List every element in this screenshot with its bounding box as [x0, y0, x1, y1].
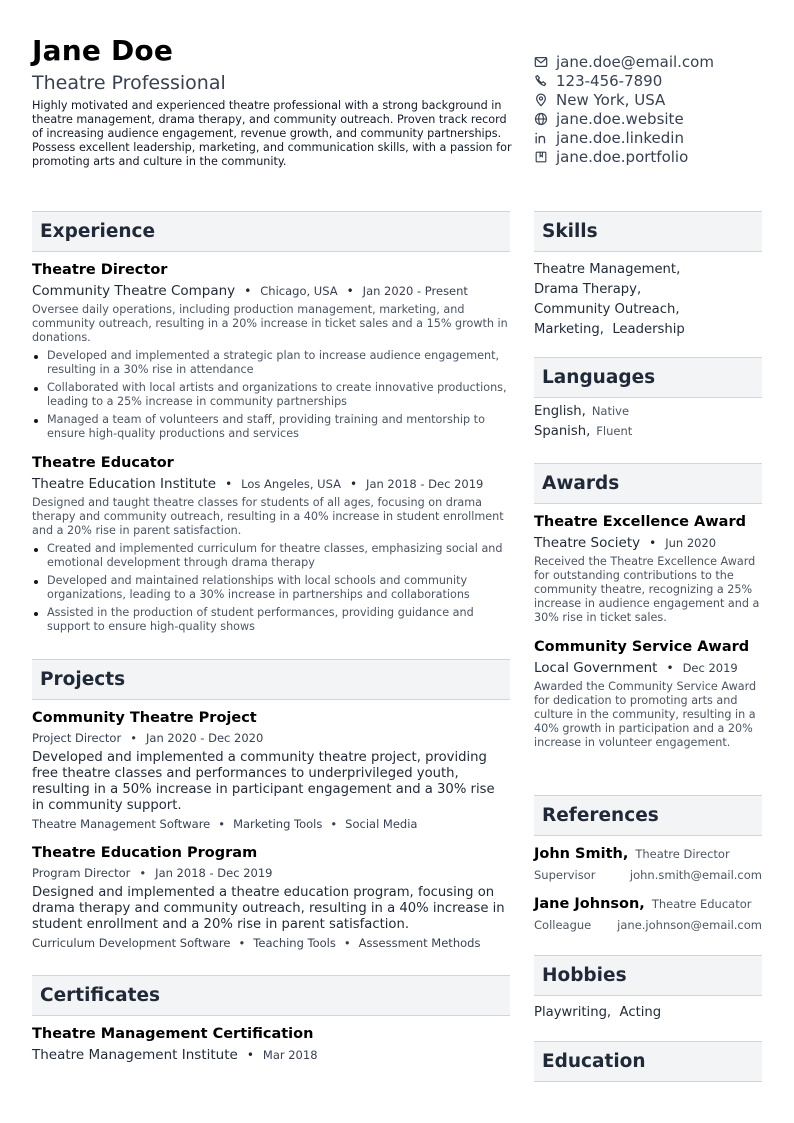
summary: Highly motivated and experienced theatre professional with a strong background in theatre management, drama therapy, and community outreach. Proven track record of increasing audience engagement, revenue growth, and community partnerships. Possess excellent leadership, marketing, and communication skills, with a passion for promoting arts and culture in the community.	[32, 99, 512, 168]
separator-dot: •	[244, 284, 252, 298]
contact-linkedin[interactable]	[534, 128, 774, 147]
company-name: Theatre Education Institute	[32, 476, 217, 492]
contact-list	[534, 52, 774, 166]
reference-name: John Smith,	[534, 846, 629, 862]
project-dates: Jan 2020 - Dec 2020	[146, 731, 264, 745]
language-item	[534, 424, 762, 444]
separator-dot: •	[218, 817, 226, 831]
skills-list	[534, 260, 762, 340]
award-item	[534, 514, 762, 625]
separator-dot: •	[346, 284, 354, 298]
certificate-item	[32, 1026, 510, 1063]
award-issuer: Theatre Society	[534, 535, 641, 551]
skills-heading: Skills	[534, 211, 762, 252]
tool-item: Social Media	[345, 817, 418, 831]
job-description: Designed and taught theatre classes for students of all ages, focusing on drama therapy and community outreach, resulting in a 40% increase in student enrollment and a 20% rise in parent satisfaction.	[32, 496, 504, 537]
certificate-title: Theatre Management Certification	[32, 1026, 314, 1042]
location-pin-icon	[534, 93, 548, 107]
project-description: Designed and implemented a theatre education program, focusing on drama therapy and community outreach, resulting in a 40% increase in student enrollment and a 20% rise in parent satisfaction.	[32, 885, 505, 932]
tool-item: Theatre Management Software	[32, 817, 211, 831]
hobby-item: Acting	[619, 1005, 662, 1020]
experience-item	[32, 262, 510, 441]
award-description: Awarded the Community Service Award for dedication to promoting arts and culture in the community, resulting in a 40% growth in participation and a 20% increase in volunteer engagement.	[534, 680, 757, 749]
project-dates: Jan 2018 - Dec 2019	[155, 866, 273, 880]
award-issuer: Local Government	[534, 660, 658, 676]
job-meta	[32, 283, 510, 299]
project-tools	[32, 817, 510, 831]
award-date: Dec 2019	[682, 661, 738, 675]
language-item	[534, 404, 762, 424]
job-location: Los Angeles, USA	[241, 477, 341, 491]
achievement-item: Developed and implemented a strategic plan to increase audience engagement, resulting in a 30% rise in attendance	[32, 349, 510, 377]
contact-website[interactable]	[534, 109, 774, 128]
project-role: Program Director	[32, 866, 131, 880]
award-date: Jun 2020	[665, 536, 717, 550]
job-title: Theatre Director	[32, 262, 168, 278]
reference-name: Jane Johnson,	[534, 896, 645, 912]
experience-section	[32, 211, 510, 638]
hobby-item: Playwriting,	[534, 1005, 612, 1020]
separator-dot: •	[225, 477, 233, 491]
education-heading: Education	[534, 1041, 762, 1082]
reference-header	[534, 846, 762, 862]
portfolio-icon	[534, 150, 548, 164]
certificates-heading: Certificates	[32, 975, 510, 1016]
languages-section	[534, 357, 762, 444]
candidate-name: Jane Doe	[32, 34, 174, 67]
achievement-item: Assisted in the production of student performances, providing guidance and support to ensure high-quality shows	[32, 606, 510, 634]
project-tools	[32, 936, 510, 950]
phone-icon	[534, 74, 548, 88]
references-heading: References	[534, 795, 762, 836]
award-meta	[534, 535, 762, 551]
hobbies-section	[534, 955, 762, 1023]
references-section	[534, 795, 762, 932]
contact-location	[534, 90, 774, 109]
contact-portfolio[interactable]	[534, 147, 774, 166]
project-item	[32, 710, 510, 831]
achievement-item: Developed and maintained relationships with local schools and community organizations, leading to a 30% increase in partnerships and collaborations	[32, 574, 510, 602]
certificate-issuer: Theatre Management Institute	[32, 1047, 238, 1063]
skill-item: Leadership	[612, 322, 685, 337]
languages-list	[534, 404, 762, 444]
awards-section	[534, 463, 762, 750]
contact-phone[interactable]	[534, 71, 774, 90]
candidate-title: Theatre Professional	[32, 72, 226, 94]
company-name: Community Theatre Company	[32, 283, 236, 299]
reference-role: Theatre Director	[635, 847, 730, 861]
certificate-date: Mar 2018	[262, 1048, 318, 1062]
separator-dot: •	[246, 1048, 254, 1062]
separator-dot: •	[649, 536, 657, 550]
experience-item	[32, 455, 510, 634]
reference-relation: Supervisor	[534, 868, 596, 882]
language-level: Native	[591, 404, 630, 418]
skills-section	[534, 211, 762, 340]
project-meta	[32, 866, 510, 880]
project-meta	[32, 731, 510, 745]
award-title: Community Service Award	[534, 639, 750, 655]
separator-dot: •	[139, 866, 147, 880]
reference-details	[534, 868, 762, 882]
award-title: Theatre Excellence Award	[534, 514, 746, 530]
location-text: New York, USA	[556, 90, 666, 109]
projects-heading: Projects	[32, 659, 510, 700]
project-title: Theatre Education Program	[32, 845, 258, 861]
phone-text: 123-456-7890	[556, 71, 663, 90]
mail-icon	[534, 55, 548, 69]
separator-dot: •	[343, 936, 351, 950]
achievement-item: Collaborated with local artists and organizations to create innovative productions, leading to a 25% increase in community partnerships	[32, 381, 510, 409]
tool-item: Marketing Tools	[233, 817, 323, 831]
awards-heading: Awards	[534, 463, 762, 504]
linkedin-icon	[534, 131, 548, 145]
contact-email[interactable]	[534, 52, 774, 71]
reference-email[interactable]: jane.johnson@email.com	[617, 918, 762, 932]
experience-heading: Experience	[32, 211, 510, 252]
certificates-section	[32, 975, 510, 1063]
languages-heading: Languages	[534, 357, 762, 398]
separator-dot: •	[349, 477, 358, 491]
award-item	[534, 639, 762, 750]
skill-item: Marketing,	[534, 322, 604, 337]
award-meta	[534, 660, 762, 676]
hobbies-heading: Hobbies	[534, 955, 762, 996]
certificate-meta	[32, 1047, 510, 1063]
skill-item: Theatre Management,	[534, 262, 681, 277]
education-section	[534, 1041, 762, 1082]
website-text: jane.doe.website	[556, 109, 684, 128]
job-achievements	[32, 349, 510, 441]
reference-item	[534, 846, 762, 882]
project-description: Developed and implemented a community theatre project, providing free theatre classes and performances to underprivileged youth, resulting in a 50% increase in participant engagement and a 30% rise in community support.	[32, 750, 495, 813]
reference-details	[534, 918, 762, 932]
portfolio-text: jane.doe.portfolio	[556, 147, 689, 166]
job-dates: Jan 2020 - Present	[362, 284, 468, 298]
language-name: English,	[534, 404, 586, 419]
language-name: Spanish,	[534, 424, 591, 439]
skill-item: Community Outreach,	[534, 302, 680, 317]
reference-email[interactable]: john.smith@email.com	[629, 868, 762, 882]
projects-section	[32, 659, 510, 950]
tool-item: Assessment Methods	[358, 936, 481, 950]
job-description: Oversee daily operations, including production management, marketing, and community outreach, resulting in a 20% increase in ticket sales and a 15% growth in donations.	[32, 303, 508, 344]
project-role: Project Director	[32, 731, 122, 745]
job-dates: Jan 2018 - Dec 2019	[366, 477, 484, 491]
job-title: Theatre Educator	[32, 455, 174, 471]
separator-dot: •	[330, 817, 338, 831]
job-meta	[32, 476, 510, 492]
language-level: Fluent	[596, 424, 633, 438]
achievement-item: Managed a team of volunteers and staff, providing training and mentorship to ensure high-quality productions and services	[32, 413, 510, 441]
email-text: jane.doe@email.com	[556, 52, 714, 71]
globe-icon	[534, 112, 548, 126]
separator-dot: •	[130, 731, 137, 745]
achievement-item: Created and implemented curriculum for theatre classes, emphasizing social and emotional development through drama therapy	[32, 542, 510, 570]
hobbies-list	[534, 1003, 762, 1023]
reference-item	[534, 896, 762, 932]
reference-header	[534, 896, 762, 912]
job-achievements	[32, 542, 510, 634]
project-item	[32, 845, 510, 950]
award-description: Received the Theatre Excellence Award for outstanding contributions to the community theatre, recognizing a 25% increase in audience engagement and a 30% rise in ticket sales.	[534, 555, 760, 624]
project-title: Community Theatre Project	[32, 710, 257, 726]
reference-role: Theatre Educator	[651, 897, 752, 911]
separator-dot: •	[666, 661, 674, 675]
reference-relation: Colleague	[534, 918, 592, 932]
tool-item: Teaching Tools	[253, 936, 336, 950]
linkedin-text: jane.doe.linkedin	[556, 128, 684, 147]
skill-item: Drama Therapy,	[534, 282, 642, 297]
tool-item: Curriculum Development Software	[32, 936, 231, 950]
separator-dot: •	[238, 936, 246, 950]
job-location: Chicago, USA	[260, 284, 338, 298]
